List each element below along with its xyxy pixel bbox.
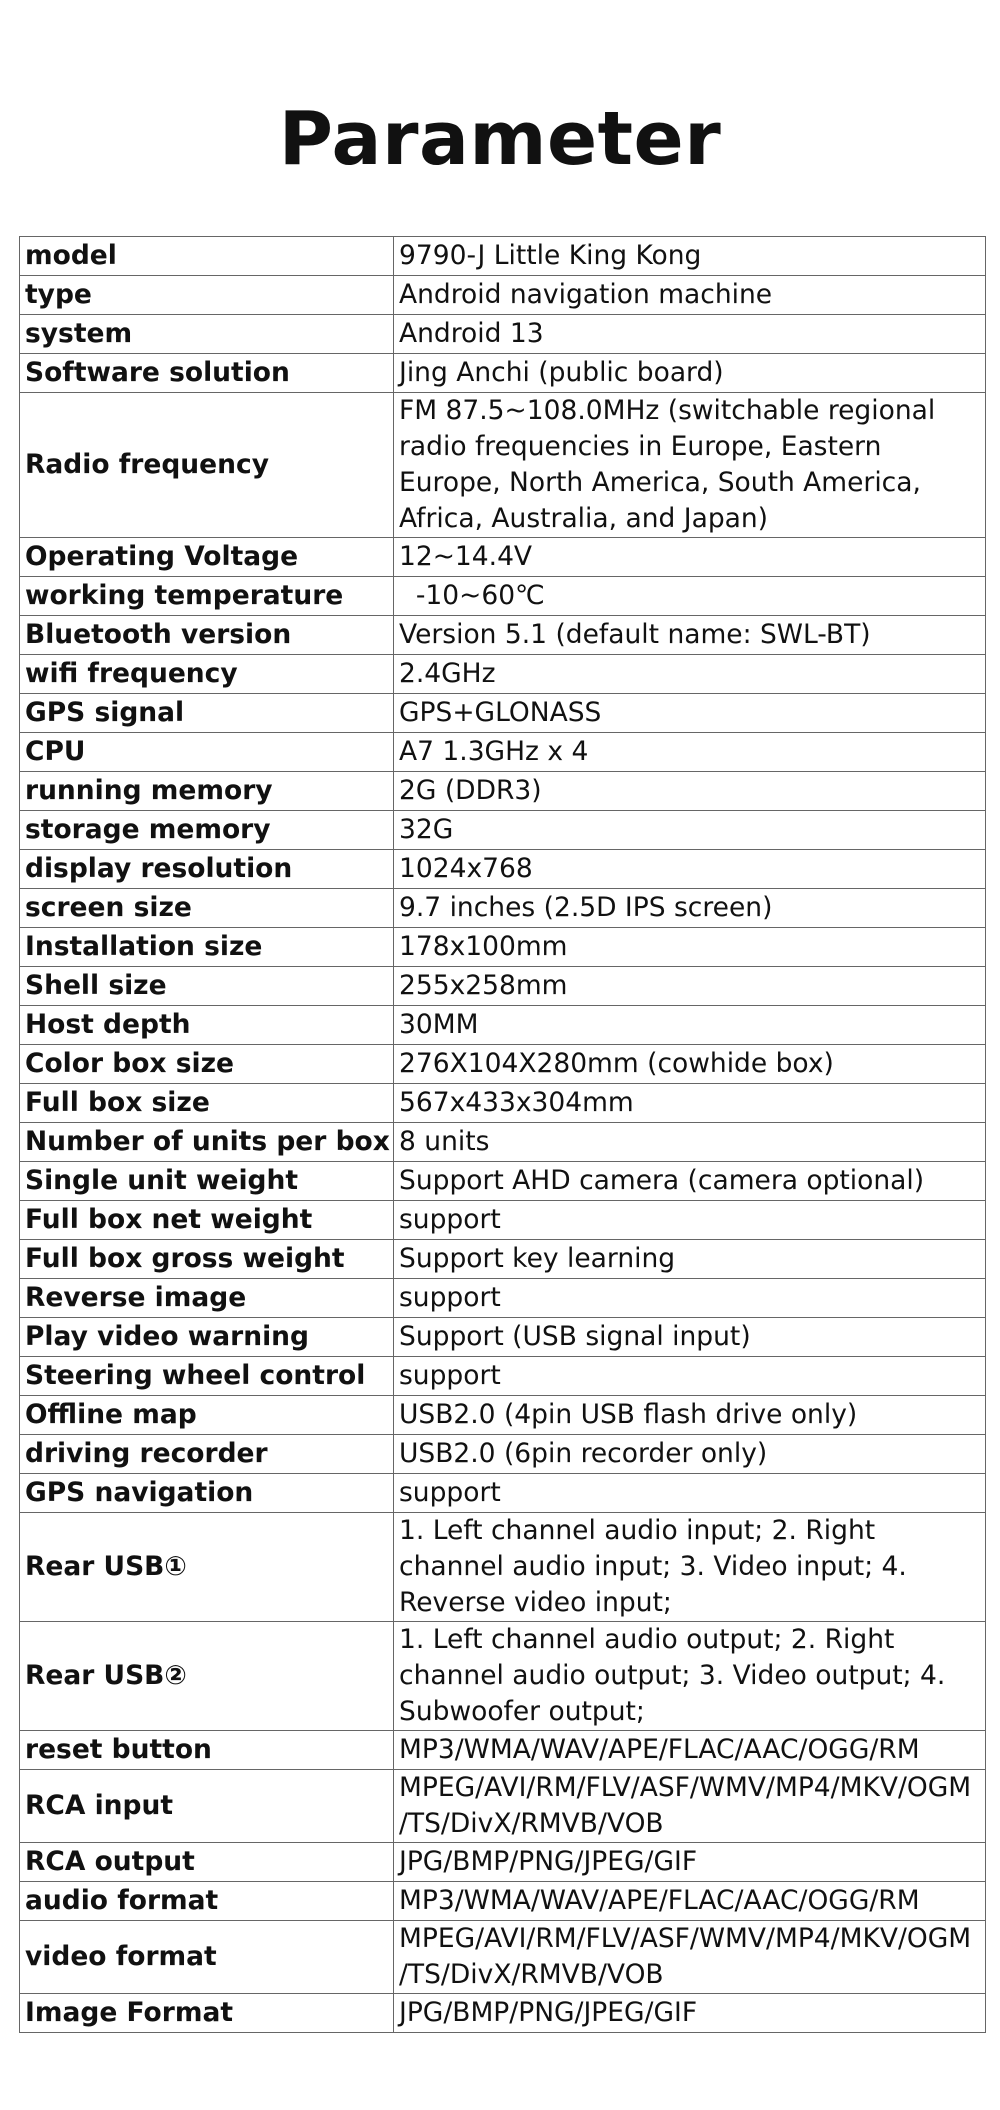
parameter-value-cell: MP3/WMA/WAV/APE/FLAC/AAC/OGG/RM: [394, 1882, 986, 1921]
parameter-value-cell: 32G: [394, 811, 986, 850]
parameter-value-cell: Support key learning: [394, 1240, 986, 1279]
parameter-name-cell: Bluetooth version: [20, 616, 394, 655]
parameter-value-cell: MPEG/AVI/RM/FLV/ASF/WMV/MP4/MKV/OGM/TS/DivX/RMVB/VOB: [394, 1770, 986, 1843]
table-row: [20, 850, 986, 889]
table-row: [20, 967, 986, 1006]
parameter-value-cell: 1. Left channel audio output; 2. Right channel audio output; 3. Video output; 4. Subwoofer output;: [394, 1622, 986, 1731]
parameter-value-cell: Version 5.1 (default name: SWL-BT): [394, 616, 986, 655]
parameter-name-cell: Software solution: [20, 354, 394, 393]
table-row: [20, 237, 986, 276]
table-row: [20, 1357, 986, 1396]
parameter-name-cell: running memory: [20, 772, 394, 811]
parameter-name-cell: screen size: [20, 889, 394, 928]
parameter-name-cell: type: [20, 276, 394, 315]
parameter-name-cell: Offline map: [20, 1396, 394, 1435]
table-row: [20, 1201, 986, 1240]
table-row: [20, 694, 986, 733]
parameter-name-cell: Color box size: [20, 1045, 394, 1084]
parameter-value-cell: MP3/WMA/WAV/APE/FLAC/AAC/OGG/RM: [394, 1731, 986, 1770]
parameter-name-cell: Installation size: [20, 928, 394, 967]
table-row: [20, 1435, 986, 1474]
parameter-value-cell: 276X104X280mm (cowhide box): [394, 1045, 986, 1084]
table-row: [20, 1843, 986, 1882]
parameter-value-cell: -10~60℃: [394, 577, 986, 616]
parameter-name-cell: Full box gross weight: [20, 1240, 394, 1279]
table-row: [20, 354, 986, 393]
parameter-name-cell: audio format: [20, 1882, 394, 1921]
parameter-value-cell: 2G (DDR3): [394, 772, 986, 811]
parameter-value-cell: 2.4GHz: [394, 655, 986, 694]
parameter-value-cell: 9.7 inches (2.5D IPS screen): [394, 889, 986, 928]
table-row: [20, 655, 986, 694]
parameter-value-cell: Android 13: [394, 315, 986, 354]
table-row: [20, 1882, 986, 1921]
parameter-name-cell: GPS signal: [20, 694, 394, 733]
parameter-table-body: [20, 237, 986, 2033]
table-row: [20, 276, 986, 315]
parameter-value-cell: MPEG/AVI/RM/FLV/ASF/WMV/MP4/MKV/OGM/TS/DivX/RMVB/VOB: [394, 1921, 986, 1994]
table-row: [20, 1474, 986, 1513]
parameter-name-cell: GPS navigation: [20, 1474, 394, 1513]
parameter-value-cell: A7 1.3GHz x 4: [394, 733, 986, 772]
parameter-value-cell: support: [394, 1201, 986, 1240]
parameter-value-cell: 255x258mm: [394, 967, 986, 1006]
parameter-value-cell: Support AHD camera (camera optional): [394, 1162, 986, 1201]
parameter-name-cell: Image Format: [20, 1994, 394, 2033]
parameter-name-cell: Operating Voltage: [20, 538, 394, 577]
parameter-name-cell: Shell size: [20, 967, 394, 1006]
parameter-value-cell: FM 87.5~108.0MHz (switchable regional radio frequencies in Europe, Eastern Europe, North America, South America, Africa, Australia, and Japan): [394, 393, 986, 538]
parameter-name-cell: Rear USB②: [20, 1622, 394, 1731]
parameter-name-cell: driving recorder: [20, 1435, 394, 1474]
table-row: [20, 1279, 986, 1318]
table-row: [20, 1622, 986, 1731]
parameter-name-cell: RCA input: [20, 1770, 394, 1843]
parameter-value-cell: Jing Anchi (public board): [394, 354, 986, 393]
parameter-name-cell: Reverse image: [20, 1279, 394, 1318]
parameter-name-cell: reset button: [20, 1731, 394, 1770]
table-row: [20, 1994, 986, 2033]
table-row: [20, 577, 986, 616]
parameter-value-cell: Support (USB signal input): [394, 1318, 986, 1357]
parameter-value-cell: 1024x768: [394, 850, 986, 889]
parameter-value-cell: 9790-J Little King Kong: [394, 237, 986, 276]
parameter-value-cell: support: [394, 1279, 986, 1318]
table-row: [20, 1396, 986, 1435]
parameter-name-cell: Number of units per box: [20, 1123, 394, 1162]
parameter-name-cell: model: [20, 237, 394, 276]
table-row: [20, 1770, 986, 1843]
table-row: [20, 616, 986, 655]
parameter-value-cell: 8 units: [394, 1123, 986, 1162]
parameter-name-cell: RCA output: [20, 1843, 394, 1882]
page-title: Parameter: [278, 96, 722, 182]
parameter-value-cell: 30MM: [394, 1006, 986, 1045]
table-row: [20, 1318, 986, 1357]
parameter-name-cell: video format: [20, 1921, 394, 1994]
table-row: [20, 1006, 986, 1045]
parameter-name-cell: Host depth: [20, 1006, 394, 1045]
parameter-name-cell: Radio frequency: [20, 393, 394, 538]
parameter-value-cell: support: [394, 1474, 986, 1513]
parameter-value-cell: Android navigation machine: [394, 276, 986, 315]
table-row: [20, 1731, 986, 1770]
parameter-name-cell: Play video warning: [20, 1318, 394, 1357]
table-row: [20, 811, 986, 850]
parameter-value-cell: JPG/BMP/PNG/JPEG/GIF: [394, 1994, 986, 2033]
parameter-name-cell: Full box size: [20, 1084, 394, 1123]
table-row: [20, 1084, 986, 1123]
parameter-name-cell: working temperature: [20, 577, 394, 616]
parameter-value-cell: support: [394, 1357, 986, 1396]
table-row: [20, 538, 986, 577]
parameter-value-cell: 178x100mm: [394, 928, 986, 967]
parameter-table: [19, 236, 986, 2033]
table-row: [20, 393, 986, 538]
parameter-value-cell: GPS+GLONASS: [394, 694, 986, 733]
table-row: [20, 1240, 986, 1279]
table-row: [20, 772, 986, 811]
table-row: [20, 1921, 986, 1994]
parameter-value-cell: 1. Left channel audio input; 2. Right channel audio input; 3. Video input; 4. Reverse video input;: [394, 1513, 986, 1622]
parameter-value-cell: 12~14.4V: [394, 538, 986, 577]
table-row: [20, 1513, 986, 1622]
parameter-name-cell: Steering wheel control: [20, 1357, 394, 1396]
parameter-name-cell: system: [20, 315, 394, 354]
parameter-value-cell: 567x433x304mm: [394, 1084, 986, 1123]
parameter-name-cell: display resolution: [20, 850, 394, 889]
table-row: [20, 1123, 986, 1162]
parameter-value-cell: USB2.0 (4pin USB flash drive only): [394, 1396, 986, 1435]
parameter-name-cell: Single unit weight: [20, 1162, 394, 1201]
parameter-name-cell: wifi frequency: [20, 655, 394, 694]
table-row: [20, 315, 986, 354]
parameter-name-cell: CPU: [20, 733, 394, 772]
parameter-name-cell: Rear USB①: [20, 1513, 394, 1622]
table-row: [20, 928, 986, 967]
table-row: [20, 733, 986, 772]
parameter-name-cell: storage memory: [20, 811, 394, 850]
table-row: [20, 1162, 986, 1201]
table-row: [20, 889, 986, 928]
parameter-name-cell: Full box net weight: [20, 1201, 394, 1240]
parameter-value-cell: JPG/BMP/PNG/JPEG/GIF: [394, 1843, 986, 1882]
parameter-value-cell: USB2.0 (6pin recorder only): [394, 1435, 986, 1474]
table-row: [20, 1045, 986, 1084]
